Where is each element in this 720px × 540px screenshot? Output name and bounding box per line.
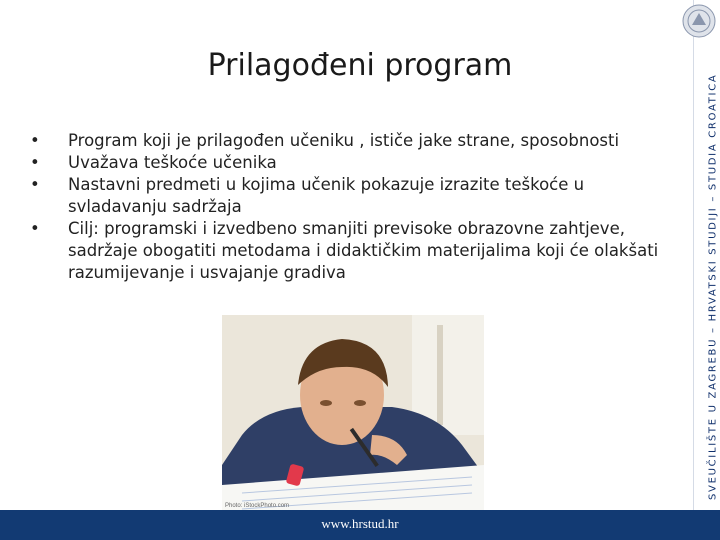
bullet-dot: •: [30, 153, 40, 172]
photo-illustration: [222, 315, 484, 511]
institution-name: SVEUČILIŠTE U ZAGREBU – HRVATSKI STUDIJI – STUDIA CROATICA: [707, 73, 718, 500]
photo-credit: Photo: iStockPhoto.com: [225, 503, 290, 509]
bullet-list: [30, 130, 670, 284]
seal-graphic: [682, 4, 716, 38]
bullet-text: Uvažava teškoće učenika: [68, 153, 277, 172]
vertical-institution-text: [707, 74, 718, 500]
website-link[interactable]: www.hrstud.hr: [321, 516, 399, 531]
bullet-dot: •: [30, 131, 40, 150]
bullet-dot: •: [30, 219, 40, 238]
university-seal-icon: [682, 4, 716, 38]
slide-title: Prilagođeni program: [207, 48, 513, 83]
eye-left: [320, 400, 332, 406]
bullet-item: [30, 218, 670, 284]
bullet-item: [30, 174, 670, 218]
footer-bar: [0, 510, 720, 540]
bullet-dot: •: [30, 175, 40, 194]
bullet-text: Program koji je prilagođen učeniku , ističe jake strane, sposobnosti: [68, 131, 620, 150]
bullet-item: [30, 152, 670, 174]
student-writing-photo: [222, 315, 484, 511]
window-frame: [437, 325, 443, 425]
bullet-item: [30, 130, 670, 152]
bullet-text: Nastavni predmeti u kojima učenik pokazuje izrazite teškoće u svladavanju sadržaja: [68, 175, 585, 216]
eye-right: [354, 400, 366, 406]
bullet-text: Cilj: programski i izvedbeno smanjiti previsoke obrazovne zahtjeve, sadržaje obogatiti metodama i didaktičkim materijalima koji će olakšati razumijevanje i usvajanje gradiva: [68, 219, 659, 282]
